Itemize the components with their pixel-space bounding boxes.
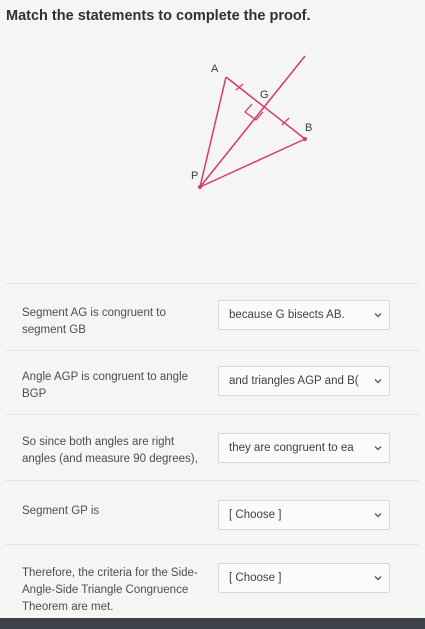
answer-select-3[interactable] (218, 433, 390, 463)
divider (6, 350, 419, 351)
chevron-down-icon (373, 443, 383, 453)
chevron-down-icon (373, 510, 383, 520)
label-p: P (191, 170, 199, 182)
label-a: A (211, 63, 219, 75)
chevron-down-icon (373, 376, 383, 386)
line-ab-extended (211, 57, 305, 72)
answer-select-2[interactable] (218, 366, 390, 396)
answer-select-3-value: they are congruent to ea (229, 442, 354, 454)
chevron-down-icon (373, 573, 383, 583)
segment-bp (200, 139, 305, 187)
answer-select-1[interactable] (218, 300, 390, 330)
bottom-bar (0, 618, 425, 629)
label-g: G (260, 89, 269, 101)
point-b (303, 137, 307, 141)
answer-select-4[interactable] (218, 500, 390, 530)
answer-select-5-value: [ Choose ] (229, 572, 282, 584)
label-b: B (305, 122, 313, 134)
statement-5: Therefore, the criteria for the Side-Angle-Side Triangle Congruence Theorem are met. (22, 567, 198, 613)
answer-select-2-value: and triangles AGP and B( (229, 375, 359, 387)
divider (6, 283, 419, 284)
divider (6, 480, 419, 481)
divider (6, 414, 419, 415)
answer-select-4-value: [ Choose ] (229, 509, 282, 521)
answer-select-5[interactable] (218, 563, 390, 593)
divider (6, 544, 419, 545)
segment-ab-line (226, 77, 305, 139)
answer-select-1-value: because G bisects AB. (229, 309, 345, 321)
statement-4: Segment GP is (22, 505, 100, 517)
statement-1: Segment AG is congruent to segment GB (22, 307, 166, 336)
chevron-down-icon (373, 310, 383, 320)
statement-3: So since both angles are right angles (and measure 90 degrees), (22, 436, 198, 465)
statement-2: Angle AGP is congruent to angle BGP (22, 371, 189, 400)
question-title: Match the statements to complete the proof. (6, 8, 311, 24)
point-p (198, 185, 202, 189)
geometry-figure (0, 0, 425, 260)
